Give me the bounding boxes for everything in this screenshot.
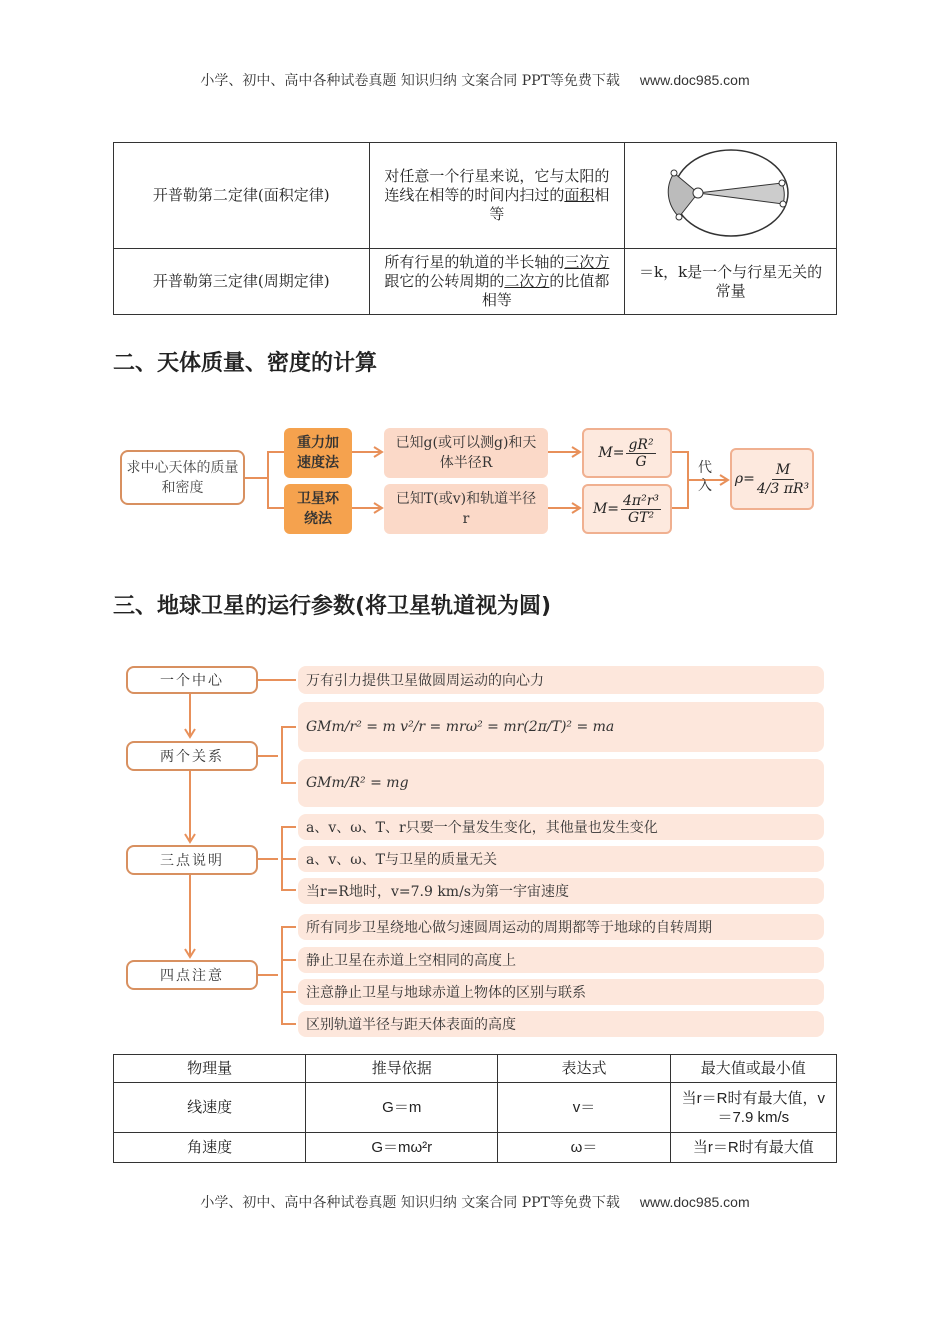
header-cell: 表达式 xyxy=(498,1055,670,1083)
attention-item-3: 注意静止卫星与地球赤道上物体的区别与联系 xyxy=(298,979,824,1005)
section3-title: 三、地球卫星的运行参数(将卫星轨道视为圆) xyxy=(113,594,552,619)
header-cell: 推导依据 xyxy=(306,1055,498,1083)
table-cell: 线速度 xyxy=(114,1083,306,1133)
table-cell: 角速度 xyxy=(114,1133,306,1163)
table-cell: v＝ xyxy=(498,1083,670,1133)
table-cell: G＝mω²r xyxy=(306,1133,498,1163)
header-text: 小学、初中、高中各种试卷真题 知识归纳 文案合同 PPT等免费下载 xyxy=(200,73,620,89)
center-statement: 万有引力提供卫星做圆周运动的向心力 xyxy=(298,666,824,694)
note-item-2: a、v、ω、T与卫星的质量无关 xyxy=(298,846,824,872)
known-gravity-box: 已知g(或可以测g)和天体半径R xyxy=(384,428,548,478)
desc-cell: 对任意一个行星来说，它与太阳的连线在相等的时间内扫过的面积相等 xyxy=(369,143,625,249)
footer-url[interactable]: www.doc985.com xyxy=(639,1194,750,1210)
attention-item-4: 区别轨道半径与距天体表面的高度 xyxy=(298,1011,824,1037)
law-cell: 开普勒第三定律(周期定律) xyxy=(114,249,370,315)
footer-text: 小学、初中、高中各种试卷真题 知识归纳 文案合同 PPT等免费下载 xyxy=(200,1195,620,1211)
known-orbit-box: 已知T(或v)和轨道半径r xyxy=(384,484,548,534)
table-cell: G＝m xyxy=(306,1083,498,1133)
formula-mass-orbit: M= $\frac{\text{4π²r³}}{\text{GT²}}$ xyxy=(582,484,672,534)
formula-mass-gravity: M= $\frac{\text{gR²}}{G}$ xyxy=(582,428,672,478)
note-item-1: a、v、ω、T、r只要一个量发生变化，其他量也发生变化 xyxy=(298,814,824,840)
method-gravity-node: 重力加速度法 xyxy=(284,428,352,478)
table-cell: 当r＝R时有最大值 xyxy=(670,1133,836,1163)
page-footer xyxy=(0,1192,950,1212)
header-url[interactable]: www.doc985.com xyxy=(639,72,750,88)
desc-cell: 所有行星的轨道的半长轴的三次方跟它的公转周期的二次方的比值都相等 xyxy=(369,249,625,315)
table-header-row xyxy=(114,1055,837,1083)
node-one-center: 一个中心 xyxy=(126,666,258,694)
note-cell: ＝k，k是一个与行星无关的常量 xyxy=(625,249,837,315)
table-cell: ω＝ xyxy=(498,1133,670,1163)
law-cell: 开普勒第二定律(面积定律) xyxy=(114,143,370,249)
table-cell: 当r＝R时有最大值，v＝7.9 km/s xyxy=(670,1083,836,1133)
table-row xyxy=(114,1083,837,1133)
node-two-relations: 两个关系 xyxy=(126,741,258,771)
node-four-attentions: 四点注意 xyxy=(126,960,258,990)
formula-density: ρ= $\frac{M}{\text{4/3 πR³}}$ xyxy=(730,448,814,510)
substitute-label: 代入 xyxy=(698,460,712,494)
relation-formula-2: GMm/R² = mg xyxy=(298,759,824,807)
table-row xyxy=(114,1133,837,1163)
attention-item-1: 所有同步卫星绕地心做匀速圆周运动的周期都等于地球的自转周期 xyxy=(298,914,824,940)
root-node: 求中心天体的质量和密度 xyxy=(120,450,245,505)
note-item-3: 当r=R地时，v=7.9 km/s为第一宇宙速度 xyxy=(298,878,824,904)
attention-item-2: 静止卫星在赤道上空相同的高度上 xyxy=(298,947,824,973)
param-table xyxy=(113,1054,837,1163)
section2-title: 二、天体质量、密度的计算 xyxy=(113,351,378,376)
method-orbit-node: 卫星环绕法 xyxy=(284,484,352,534)
header-cell: 物理量 xyxy=(114,1055,306,1083)
relation-formula-1: GMm/r² = m v²/r = mrω² = mr(2π/T)² = ma xyxy=(298,702,824,752)
header-cell: 最大值或最小值 xyxy=(670,1055,836,1083)
node-three-notes: 三点说明 xyxy=(126,845,258,875)
